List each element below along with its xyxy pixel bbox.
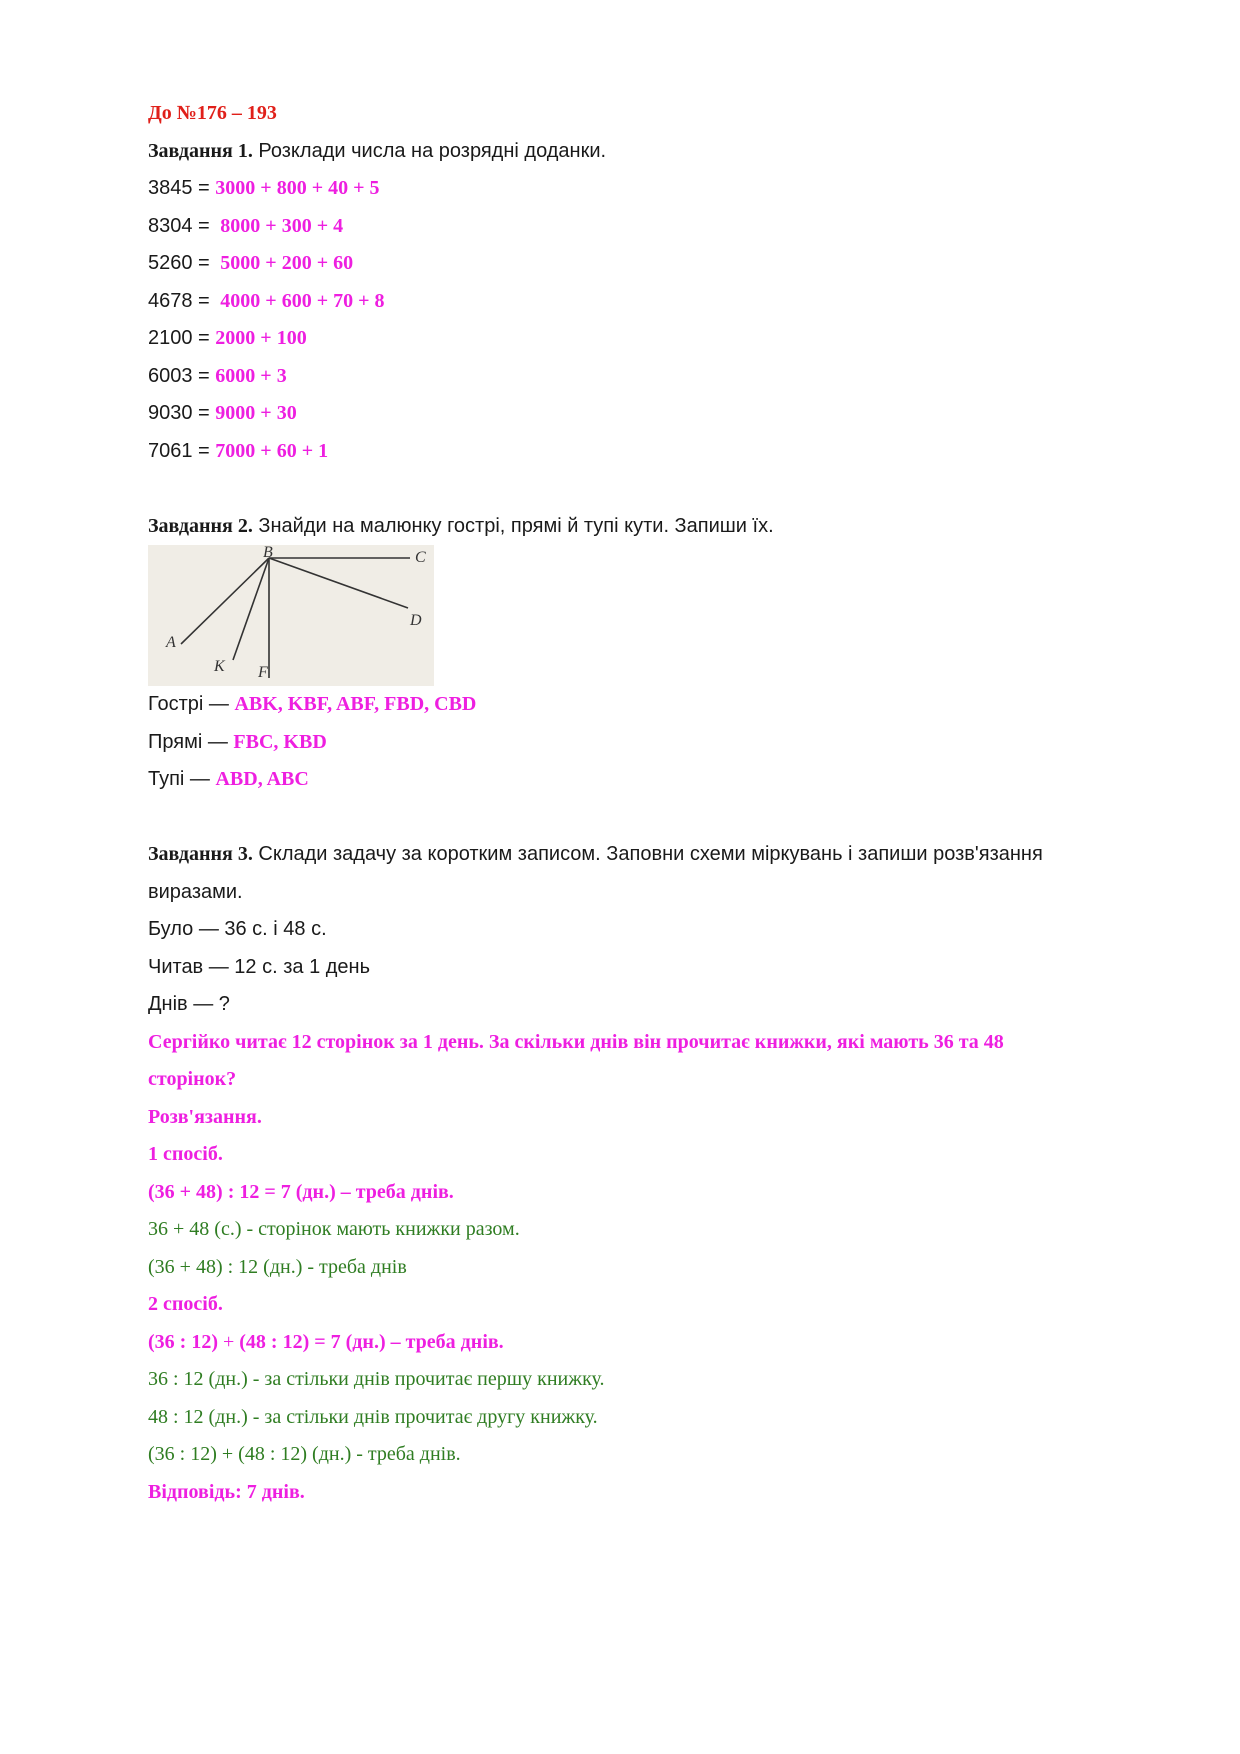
task1-row [148,433,1138,471]
way2-expression [148,1324,1138,1362]
given-days: Днів — ? [148,993,230,1015]
task3-label: Завдання 3. [148,843,253,865]
ray-bk [233,558,269,660]
task1-row [148,283,1138,321]
task1-answer: 7000 + 60 + 1 [215,439,329,462]
task1-number: 8304 = [148,214,216,237]
way2-step: 36 : 12 (дн.) - за стільки днів прочитає першу книжку. [148,1368,605,1390]
task1-answer: 9000 + 30 [215,402,297,424]
task3-heading-continued: виразами. [148,880,243,903]
task1-answer: 4000 + 600 + 70 + 8 [215,289,385,312]
obtuse-angles-line [148,761,1138,799]
point-a-label: A [166,634,176,651]
ray-ba [181,558,269,644]
point-d-label: D [410,612,422,629]
point-b-label: B [263,545,273,561]
acute-label: Гострі — [148,693,235,715]
document-content [148,95,1138,1511]
task3-heading [148,836,1138,874]
task1-row [148,320,1138,358]
task1-number: 9030 = [148,402,216,424]
point-f-label: F [258,664,268,681]
angles-figure [148,545,434,686]
task1-number: 4678 = [148,289,216,312]
obtuse-label: Тупі — [148,768,216,790]
way1-step: 36 + 48 (с.) - сторінок мають книжки разом. [148,1218,520,1240]
task1-row [148,358,1138,396]
task3-text: Склади задачу за коротким записом. Заповни схеми міркувань і запиши розв'язання [252,843,1043,865]
point-c-label: C [415,549,426,566]
way2-label: 2 спосіб. [148,1293,223,1315]
task1-heading [148,133,1138,171]
solution-label: Розв'язання. [148,1105,262,1128]
angles-diagram [148,545,434,686]
ray-bd [269,558,408,608]
task1-label: Завдання 1. [148,139,253,162]
task1-number: 5260 = [148,252,216,274]
task1-row [148,395,1138,433]
task1-row [148,245,1138,283]
way1-step: (36 + 48) : 12 (дн.) - треба днів [148,1255,407,1278]
right-angles-line [148,724,1138,762]
acute-angles-line [148,686,1138,724]
point-k-label: K [214,658,225,675]
way1-expression: (36 + 48) : 12 = 7 (дн.) – треба днів. [148,1180,454,1203]
spacer [148,470,1138,508]
task2-text: Знайди на малюнку гострі, прямі й тупі кути. Запиши їх. [252,514,774,537]
way2-expression-plus: + [217,1330,240,1353]
task1-answer: 5000 + 200 + 60 [215,252,354,274]
spacer [148,799,1138,837]
way1-label: 1 спосіб. [148,1143,223,1165]
right-label: Прямі — [148,730,234,753]
given-read: Читав — 12 с. за 1 день [148,955,371,978]
section-title: До №176 – 193 [148,102,277,124]
task1-row [148,208,1138,246]
task1-number: 7061 = [148,439,216,462]
right-answer: FBC, KBD [233,730,327,753]
task1-answer: 2000 + 100 [215,327,307,349]
way2-step: 48 : 12 (дн.) - за стільки днів прочитає другу книжку. [148,1405,598,1428]
acute-answer: ABK, KBF, ABF, FBD, CBD [234,693,477,715]
obtuse-answer: ABD, ABC [215,768,309,790]
task2-label: Завдання 2. [148,514,253,537]
way2-expression-part-a: (36 : 12) [148,1330,218,1353]
given-was: Було — 36 с. і 48 с. [148,918,327,940]
problem-text: Сергійко читає 12 сторінок за 1 день. За скільки днів він прочитає книжки, які мають 36 та 48 [148,1030,1004,1053]
task1-text: Розклади числа на розрядні доданки. [252,139,607,162]
way2-step: (36 : 12) + (48 : 12) (дн.) - треба днів. [148,1443,461,1465]
task1-number: 2100 = [148,327,216,349]
task1-row [148,170,1138,208]
task1-answer: 6000 + 3 [215,364,287,387]
task1-answer: 3000 + 800 + 40 + 5 [215,177,380,199]
task1-rows [148,170,1138,470]
task2-heading [148,508,1138,546]
way2-expression-part-b: (48 : 12) = 7 (дн.) – треба днів. [239,1330,504,1353]
final-answer: Відповідь: 7 днів. [148,1480,305,1503]
problem-text-continued: сторінок? [148,1068,237,1090]
task1-answer: 8000 + 300 + 4 [215,214,344,237]
task1-number: 6003 = [148,364,216,387]
task1-number: 3845 = [148,177,216,199]
